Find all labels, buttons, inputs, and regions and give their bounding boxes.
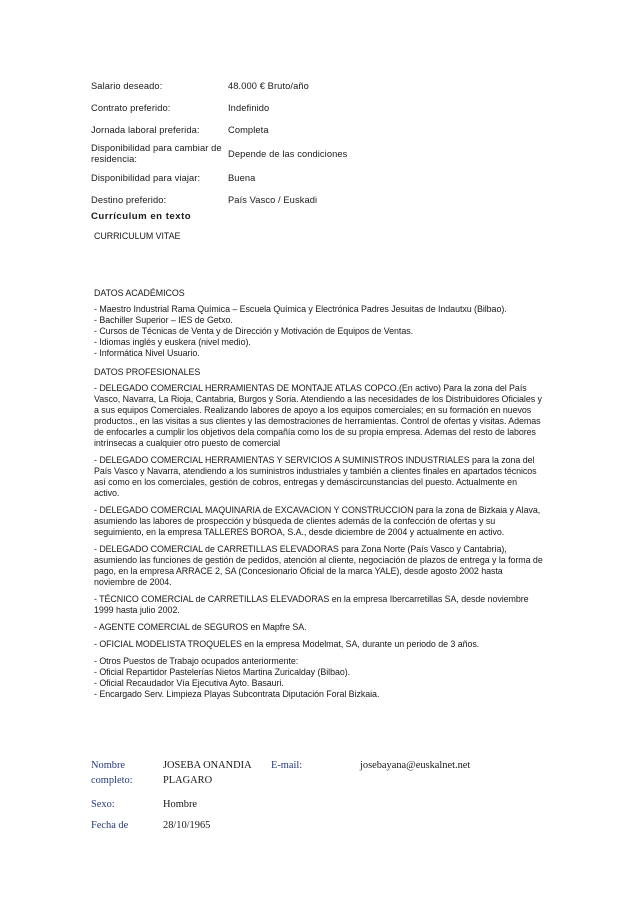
professional-block: - DELEGADO COMERCIAL HERRAMIENTAS DE MONTAJE ATLAS COPCO.(En activo) Para la zona del País Vasco, Navarra, La Rioja, Cantabria, Burgos y Soria. Atendiendo a las necesidades de los Distribuidores Oficiales y a sus equipos Comerciales. Realizando labores de apoyo a los equipos comerciales; en su formación en nuevos productos., en las visitas a sus clientes y las demostraciones de herramientas. Control de ofertas y visitas. Ademas de enfocarles a cumplir los objetivos dela compañía como los de su propia empresa. Ademas del resto de labores intrínsecas a cualquier otro puesto de comercial: [94, 383, 542, 448]
professional-block: - AGENTE COMERCIAL de SEGUROS en Mapfre SA.: [94, 622, 307, 632]
personal-row-sex: [91, 797, 491, 818]
cv-section-title: Currículum en texto: [91, 211, 192, 222]
academic-line: - Idiomas inglés y euskera (nivel medio).: [94, 337, 251, 347]
professional-block: - TÉCNICO COMERCIAL de CARRETILLAS ELEVADORAS en la empresa Ibercarretillas SA, desde noviembre 1999 hasta julio 2002.: [94, 594, 529, 615]
pref-row-salary: [91, 75, 551, 97]
pref-value: País Vasco / Euskadi: [228, 195, 318, 205]
personal-row-birth: [91, 818, 491, 838]
pref-label: Salario deseado:: [91, 80, 163, 91]
pref-row-contract: [91, 97, 551, 119]
name-label: Nombre completo:: [91, 760, 133, 786]
email-value: josebayana@euskalnet.net: [360, 760, 471, 771]
academic-title: DATOS ACADÉMICOS: [94, 288, 185, 298]
professional-block: - DELEGADO COMERCIAL HERRAMIENTAS Y SERVICIOS A SUMINISTROS INDUSTRIALES para la zona del País Vasco y Navarra, atendiendo a los suministros industriales y también a clientes finales en apartados técnicos así como en los comerciales, gestión de cobros, entregas y demáscircunstancias del puesto. Actualmente en activo.: [94, 455, 537, 498]
pref-label: Contrato preferido:: [91, 102, 171, 113]
pref-value: Completa: [228, 125, 269, 135]
academic-line: - Maestro Industrial Rama Química – Escuela Química y Electrónica Padres Jesuitas de Indautxu (Bilbao).: [94, 304, 507, 314]
other-line: - Oficial Recaudador Vía Ejecutiva Ayto. Basauri.: [94, 678, 284, 688]
other-line: - Oficial Repartidor Pastelerías Nietos Martina Zuricalday (Bilbao).: [94, 667, 351, 677]
birth-label: Fecha de: [91, 820, 129, 831]
professional-block: - DELEGADO COMERCIAL de CARRETILLAS ELEVADORAS para Zona Norte (País Vasco y Cantabria), asumiendo las funciones de gestión de pedidos, atención al cliente, negociación de plazos de entrega y la forma de pago, en la empresa ARRACE 2, SA (Concesionario Oficial de la marca YALE), desde agosto 2002 hasta noviembre de 2004.: [94, 544, 543, 587]
academic-line: - Bachiller Superior – IES de Getxo.: [94, 315, 233, 325]
pref-label: Disponibilidad para cambiar de residencia:: [91, 143, 222, 164]
pref-label: Disponibilidad para viajar:: [91, 172, 201, 183]
pref-row-schedule: [91, 119, 551, 141]
pref-value: Indefinido: [228, 103, 270, 113]
professional-block: - OFICIAL MODELISTA TROQUELES en la empresa Modelmat, SA, durante un periodo de 3 años.: [94, 639, 480, 649]
pref-row-destination: [91, 189, 551, 211]
academic-line: - Cursos de Técnicas de Venta y de Dirección y Motivación de Equipos de Ventas.: [94, 326, 414, 336]
pref-row-relocation: [91, 141, 551, 167]
name-value: JOSEBA ONANDIA PLAGARO: [163, 760, 252, 786]
pref-value: 48.000 € Bruto/año: [228, 81, 309, 91]
sex-label: Sexo:: [91, 799, 115, 810]
birth-value: 28/10/1965: [163, 820, 211, 831]
pref-value: Buena: [228, 173, 256, 183]
pref-value: Depende de las condiciones: [228, 149, 348, 159]
personal-row-name: [91, 758, 491, 794]
other-line: - Otros Puestos de Trabajo ocupados anteriormente:: [94, 656, 299, 666]
cv-heading: CURRICULUM VITAE: [94, 231, 181, 241]
academic-line: - Informática Nivel Usuario.: [94, 348, 200, 358]
professional-block: - DELEGADO COMERCIAL MAQUINARIA de EXCAVACION Y CONSTRUCCION para la zona de Bizkaia y Alava, asumiendo las labores de prospección y búsqueda de clientes además de la confección de ofertas y su seguimiento, en la empresa TALLERES BOROA, S.A., desde diciembre de 2004 y actualmente en activo.: [94, 505, 541, 537]
other-line: - Encargado Serv. Limpieza Playas Subcontrata Diputación Foral Bizkaia.: [94, 689, 380, 699]
cv-text: [94, 231, 544, 700]
job-preferences-table: [91, 75, 551, 211]
pref-label: Destino preferido:: [91, 194, 167, 205]
pref-label: Jornada laboral preferida:: [91, 124, 200, 135]
pref-row-travel: [91, 167, 551, 189]
sex-value: Hombre: [163, 799, 198, 810]
personal-data-table: [91, 758, 491, 838]
email-label: E-mail:: [271, 760, 303, 771]
professional-title: DATOS PROFESIONALES: [94, 367, 201, 377]
